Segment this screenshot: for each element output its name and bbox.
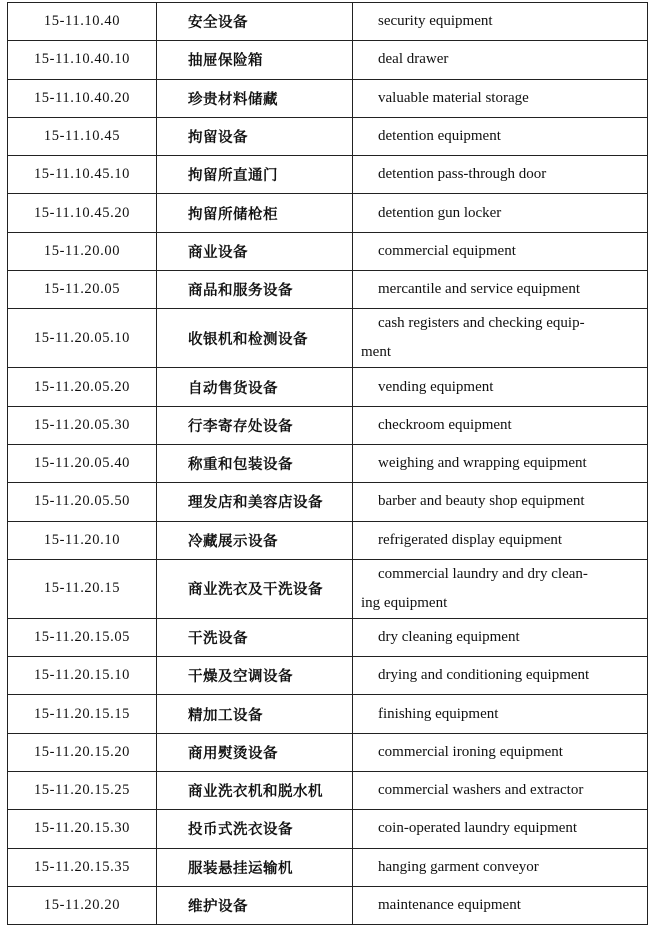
code-cell: 15-11.10.45.20 <box>8 194 157 232</box>
code-cell: 15-11.20.15.35 <box>8 848 157 886</box>
table-row <box>8 368 648 406</box>
table-row <box>8 695 648 733</box>
chinese-term-cell: 商业洗衣机和脱水机 <box>157 772 353 810</box>
chinese-term-cell: 商业洗衣及干洗设备 <box>157 559 353 618</box>
english-term-cell: weighing and wrapping equipment <box>353 444 648 482</box>
chinese-term-cell: 干燥及空调设备 <box>157 657 353 695</box>
table-row <box>8 271 648 309</box>
table-row <box>8 772 648 810</box>
table-row <box>8 406 648 444</box>
english-term-cell: detention pass-through door <box>353 156 648 194</box>
english-term-cell: barber and beauty shop equipment <box>353 483 648 521</box>
english-term-cell: cash registers and checking equip- ment <box>353 309 648 368</box>
table-row <box>8 41 648 79</box>
code-cell: 15-11.20.05.40 <box>8 444 157 482</box>
chinese-term-cell: 行李寄存处设备 <box>157 406 353 444</box>
code-cell: 15-11.10.40 <box>8 3 157 41</box>
chinese-term-cell: 安全设备 <box>157 3 353 41</box>
chinese-term-cell: 抽屉保险箱 <box>157 41 353 79</box>
table-row <box>8 521 648 559</box>
table-row <box>8 156 648 194</box>
code-cell: 15-11.10.40.20 <box>8 79 157 117</box>
english-term-cell: deal drawer <box>353 41 648 79</box>
english-term-cell: commercial equipment <box>353 232 648 270</box>
chinese-term-cell: 投币式洗衣设备 <box>157 810 353 848</box>
english-term-cell: commercial ironing equipment <box>353 733 648 771</box>
table-row <box>8 232 648 270</box>
english-term-cell: detention equipment <box>353 117 648 155</box>
code-cell: 15-11.20.20 <box>8 886 157 924</box>
code-cell: 15-11.20.10 <box>8 521 157 559</box>
english-term-cell: coin-operated laundry equipment <box>353 810 648 848</box>
english-term-cell: commercial washers and extractor <box>353 772 648 810</box>
english-term-cell: maintenance equipment <box>353 886 648 924</box>
english-term-cell: commercial laundry and dry clean- ing equipment <box>353 559 648 618</box>
code-cell: 15-11.20.05.20 <box>8 368 157 406</box>
table-row <box>8 886 648 924</box>
code-cell: 15-11.20.15.05 <box>8 618 157 656</box>
table-row <box>8 309 648 368</box>
english-term-cell: detention gun locker <box>353 194 648 232</box>
table-row <box>8 483 648 521</box>
chinese-term-cell: 拘留所储枪柜 <box>157 194 353 232</box>
chinese-term-cell: 拘留所直通门 <box>157 156 353 194</box>
code-cell: 15-11.20.15 <box>8 559 157 618</box>
english-term-cell: checkroom equipment <box>353 406 648 444</box>
chinese-term-cell: 冷藏展示设备 <box>157 521 353 559</box>
classification-table <box>7 2 648 925</box>
code-cell: 15-11.10.45.10 <box>8 156 157 194</box>
table-row <box>8 194 648 232</box>
chinese-term-cell: 商用熨烫设备 <box>157 733 353 771</box>
table-row <box>8 117 648 155</box>
chinese-term-cell: 收银机和检测设备 <box>157 309 353 368</box>
chinese-term-cell: 理发店和美容店设备 <box>157 483 353 521</box>
table-row <box>8 810 648 848</box>
code-cell: 15-11.20.05.30 <box>8 406 157 444</box>
code-cell: 15-11.20.15.15 <box>8 695 157 733</box>
code-cell: 15-11.20.15.25 <box>8 772 157 810</box>
chinese-term-cell: 商品和服务设备 <box>157 271 353 309</box>
chinese-term-cell: 服装悬挂运输机 <box>157 848 353 886</box>
table-row <box>8 3 648 41</box>
table-row <box>8 848 648 886</box>
english-term-cell: refrigerated display equipment <box>353 521 648 559</box>
code-cell: 15-11.20.05 <box>8 271 157 309</box>
code-cell: 15-11.20.00 <box>8 232 157 270</box>
english-term-cell: security equipment <box>353 3 648 41</box>
chinese-term-cell: 称重和包装设备 <box>157 444 353 482</box>
code-cell: 15-11.10.45 <box>8 117 157 155</box>
code-cell: 15-11.20.15.30 <box>8 810 157 848</box>
table-row <box>8 733 648 771</box>
table-row <box>8 618 648 656</box>
english-term-cell: drying and conditioning equipment <box>353 657 648 695</box>
table-row <box>8 79 648 117</box>
table-body <box>8 3 648 925</box>
chinese-term-cell: 干洗设备 <box>157 618 353 656</box>
english-term-cell: hanging garment conveyor <box>353 848 648 886</box>
table-row <box>8 559 648 618</box>
chinese-term-cell: 自动售货设备 <box>157 368 353 406</box>
english-term-cell: finishing equipment <box>353 695 648 733</box>
english-term-cell: valuable material storage <box>353 79 648 117</box>
chinese-term-cell: 珍贵材料储藏 <box>157 79 353 117</box>
english-term-cell: dry cleaning equipment <box>353 618 648 656</box>
chinese-term-cell: 维护设备 <box>157 886 353 924</box>
english-term-cell: vending equipment <box>353 368 648 406</box>
chinese-term-cell: 拘留设备 <box>157 117 353 155</box>
chinese-term-cell: 精加工设备 <box>157 695 353 733</box>
table-row <box>8 657 648 695</box>
english-term-cell: mercantile and service equipment <box>353 271 648 309</box>
table-row <box>8 444 648 482</box>
chinese-term-cell: 商业设备 <box>157 232 353 270</box>
code-cell: 15-11.20.05.50 <box>8 483 157 521</box>
code-cell: 15-11.10.40.10 <box>8 41 157 79</box>
code-cell: 15-11.20.15.20 <box>8 733 157 771</box>
code-cell: 15-11.20.15.10 <box>8 657 157 695</box>
code-cell: 15-11.20.05.10 <box>8 309 157 368</box>
